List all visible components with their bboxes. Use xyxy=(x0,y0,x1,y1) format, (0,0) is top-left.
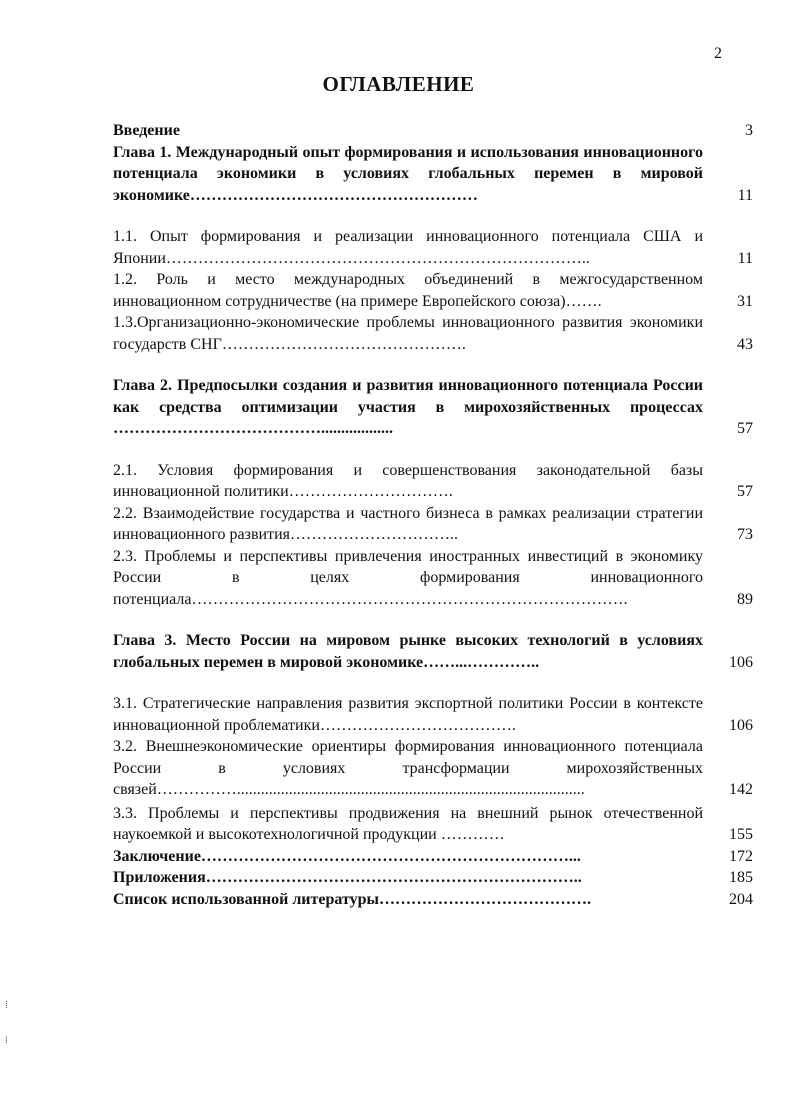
toc-entry-bibliography xyxy=(113,889,753,911)
toc-page-number: 204 xyxy=(729,890,753,908)
toc-entry-text: 2.3. Проблемы и перспективы привлечения иностранных инвестиций в экономику России в целях формирования инновационного потенциала………………………………………………………………………. xyxy=(113,547,703,608)
toc-entry-appendices xyxy=(113,867,753,889)
toc-entry-section-1-1 xyxy=(113,226,753,269)
toc-entry-text: 2.1. Условия формирования и совершенствования законодательной базы инновационной политики…………………………. xyxy=(113,461,703,500)
toc-page-number: 57 xyxy=(737,483,753,500)
toc-entry-text: 3.3. Проблемы и перспективы продвижения на внешний рынок отечественной наукоемкой и высокотехнологичной продукции ………… xyxy=(113,804,703,843)
toc-entry-text: Глава 3. Место России на мировом рынке высоких технологий в условиях глобальных перемен в мировой экономике……...………….. xyxy=(113,632,703,671)
toc-entry-text: 1.2. Роль и место международных объединений в межгосударственном инновационном сотрудничестве (на примере Европейского союза)……. xyxy=(113,271,703,310)
toc-entry-section-2-2 xyxy=(113,503,753,546)
toc-page-number: 172 xyxy=(729,847,753,865)
toc-entry-section-3-1 xyxy=(113,693,753,736)
toc-entry-text: Глава 2. Предпосылки создания и развития инновационного потенциала России как средства оптимизации участия в мирохозяйственных процессах ………………………………….................. xyxy=(113,377,703,437)
toc-page-number: 43 xyxy=(737,335,753,353)
toc-entry-text: Введение xyxy=(113,122,180,139)
toc-page-number: 155 xyxy=(729,826,753,843)
toc-entry-chapter-3 xyxy=(113,630,753,673)
toc-entry-section-3-2 xyxy=(113,736,753,801)
toc-entry-section-2-1 xyxy=(113,460,753,503)
toc-page-number: 3 xyxy=(745,122,753,139)
toc-entry-chapter-1 xyxy=(113,142,753,207)
toc-entry-text: 2.2. Взаимодействие государства и частного бизнеса в рамках реализации стратегии инновационного развития………………………….. xyxy=(113,504,703,543)
toc-page-number: 106 xyxy=(729,716,753,734)
toc-page-number: 31 xyxy=(737,292,753,310)
toc-page-number: 185 xyxy=(729,869,753,886)
page-number: 2 xyxy=(714,45,722,62)
scan-margin-mark: ⁞ xyxy=(5,1035,8,1046)
toc-page-number: 57 xyxy=(737,420,753,437)
toc-page-number: 142 xyxy=(729,781,753,798)
toc-page-number: 11 xyxy=(737,186,753,204)
toc-entry-text: 1.3.Организационно-экономические проблемы инновационного развития экономики государств СНГ………………………………………. xyxy=(113,314,703,353)
toc-entry-text: Заключение……………………………………………………………... xyxy=(113,847,581,865)
toc-entry-section-3-3 xyxy=(113,803,753,846)
toc-entry-text: Глава 1. Международный опыт формирования и использования инновационного потенциала экономики в условиях глобальных перемен в мировой экономике……………………………………………… xyxy=(113,143,703,204)
page-title: ОГЛАВЛЕНИЕ xyxy=(322,72,475,96)
toc-entry-chapter-2 xyxy=(113,375,753,440)
toc-page-number: 73 xyxy=(737,526,753,543)
toc-entry-section-2-3 xyxy=(113,546,753,611)
toc-entry-text: Приложения…………………………………………………………….. xyxy=(113,869,582,886)
toc-page-number: 89 xyxy=(737,590,753,608)
toc-entry-section-1-3 xyxy=(113,312,753,355)
toc-page-number: 106 xyxy=(729,653,753,671)
toc-entry-text: Список использованной литературы…………………………………. xyxy=(113,890,591,908)
toc-entry-conclusion xyxy=(113,846,753,868)
toc-entry-text: 3.2. Внешнеэкономические ориентиры формирования инновационного потенциала России в условиях трансформации мирохозяйственных связей……………....................................................................................... xyxy=(113,738,703,798)
toc-entry-text: 1.1. Опыт формирования и реализации инновационного потенциала США и Японии…………………………………………………………………….. xyxy=(113,228,703,267)
table-of-contents xyxy=(113,120,753,910)
toc-entry-introduction xyxy=(113,120,753,142)
scan-margin-mark: ⁞ xyxy=(5,1000,8,1011)
toc-page-number: 11 xyxy=(737,249,753,267)
toc-entry-section-1-2 xyxy=(113,269,753,312)
toc-entry-text: 3.1. Стратегические направления развития экспортной политики России в контексте инновационной проблематики………………………………. xyxy=(113,695,703,734)
